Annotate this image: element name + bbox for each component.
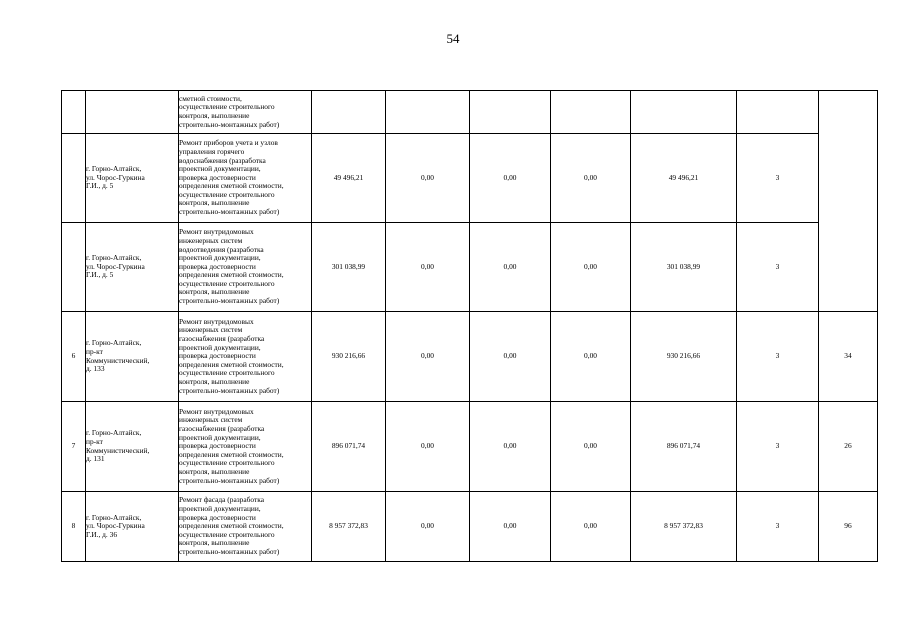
work-description-cell: Ремонт фасада (разработка проектной документации, проверка достоверности определения сметной стоимости, осуществление строительного контроля, выполнение строительно-монтажных работ) [179, 492, 312, 562]
value-cell: 0,00 [386, 402, 470, 492]
table-row [62, 492, 878, 562]
total-cell [631, 91, 737, 134]
merged-cell [819, 91, 878, 312]
address-cell: г. Горно-Алтайск, пр-кт Коммунистический, д. 133 [86, 312, 179, 402]
row-number [62, 134, 86, 223]
value-cell: 0,00 [386, 223, 470, 312]
count-cell: 3 [737, 402, 819, 492]
row-number: 7 [62, 402, 86, 492]
cost-cell: 49 496,21 [312, 134, 386, 223]
address-cell: г. Горно-Алтайск, пр-кт Коммунистический, д. 131 [86, 402, 179, 492]
page-number: 54 [446, 31, 460, 46]
total-cell: 301 038,99 [631, 223, 737, 312]
cost-cell: 301 038,99 [312, 223, 386, 312]
value-cell: 0,00 [470, 402, 551, 492]
value-cell: 0,00 [551, 223, 631, 312]
value-cell [386, 91, 470, 134]
table-row [62, 402, 878, 492]
count-cell: 3 [737, 134, 819, 223]
cost-cell [312, 91, 386, 134]
apartment-count-cell: 34 [819, 312, 878, 402]
apartment-count-cell: 26 [819, 402, 878, 492]
table-row [62, 312, 878, 402]
apartment-count-cell: 96 [819, 492, 878, 562]
table-row [62, 223, 878, 312]
total-cell: 8 957 372,83 [631, 492, 737, 562]
cost-cell: 930 216,66 [312, 312, 386, 402]
total-cell: 896 071,74 [631, 402, 737, 492]
value-cell: 0,00 [470, 492, 551, 562]
value-cell: 0,00 [470, 312, 551, 402]
value-cell: 0,00 [551, 134, 631, 223]
work-description-cell: Ремонт внутридомовых инженерных систем газоснабжения (разработка проектной документации, проверка достоверности определения сметной стоимости, осуществление строительного контроля, выполнение строительно-монтажных работ) [179, 312, 312, 402]
table-row [62, 134, 878, 223]
work-description-cell: сметной стоимости, осуществление строительного контроля, выполнение строительно-монтажных работ) [179, 91, 312, 134]
address-cell: г. Горно-Алтайск, ул. Чорос-Гуркина Г.И., д. 5 [86, 223, 179, 312]
total-cell: 49 496,21 [631, 134, 737, 223]
count-cell [737, 91, 819, 134]
capital-repair-table [61, 90, 878, 562]
row-number [62, 223, 86, 312]
work-description-cell: Ремонт приборов учета и узлов управления горячего водоснабжения (разработка проектной документации, проверка достоверности определения сметной стоимости, осуществление строительного контроля, выполнение строительно-монтажных работ) [179, 134, 312, 223]
value-cell [551, 91, 631, 134]
value-cell [470, 91, 551, 134]
cost-cell: 896 071,74 [312, 402, 386, 492]
value-cell: 0,00 [551, 402, 631, 492]
work-description-cell: Ремонт внутридомовых инженерных систем газоснабжения (разработка проектной документации, проверка достоверности определения сметной стоимости, осуществление строительного контроля, выполнение строительно-монтажных работ) [179, 402, 312, 492]
value-cell: 0,00 [470, 223, 551, 312]
value-cell: 0,00 [386, 492, 470, 562]
cost-cell: 8 957 372,83 [312, 492, 386, 562]
address-cell: г. Горно-Алтайск, ул. Чорос-Гуркина Г.И., д. 5 [86, 134, 179, 223]
row-number: 6 [62, 312, 86, 402]
row-number [62, 91, 86, 134]
value-cell: 0,00 [386, 134, 470, 223]
count-cell: 3 [737, 223, 819, 312]
count-cell: 3 [737, 492, 819, 562]
total-cell: 930 216,66 [631, 312, 737, 402]
value-cell: 0,00 [470, 134, 551, 223]
value-cell: 0,00 [551, 492, 631, 562]
value-cell: 0,00 [386, 312, 470, 402]
table-row [62, 91, 878, 134]
count-cell: 3 [737, 312, 819, 402]
work-description-cell: Ремонт внутридомовых инженерных систем водоотведения (разработка проектной документации, проверка достоверности определения сметной стоимости, осуществление строительного контроля, выполнение строительно-монтажных работ) [179, 223, 312, 312]
row-number: 8 [62, 492, 86, 562]
address-cell: г. Горно-Алтайск, ул. Чорос-Гуркина Г.И., д. 36 [86, 492, 179, 562]
address-cell [86, 91, 179, 134]
value-cell: 0,00 [551, 312, 631, 402]
